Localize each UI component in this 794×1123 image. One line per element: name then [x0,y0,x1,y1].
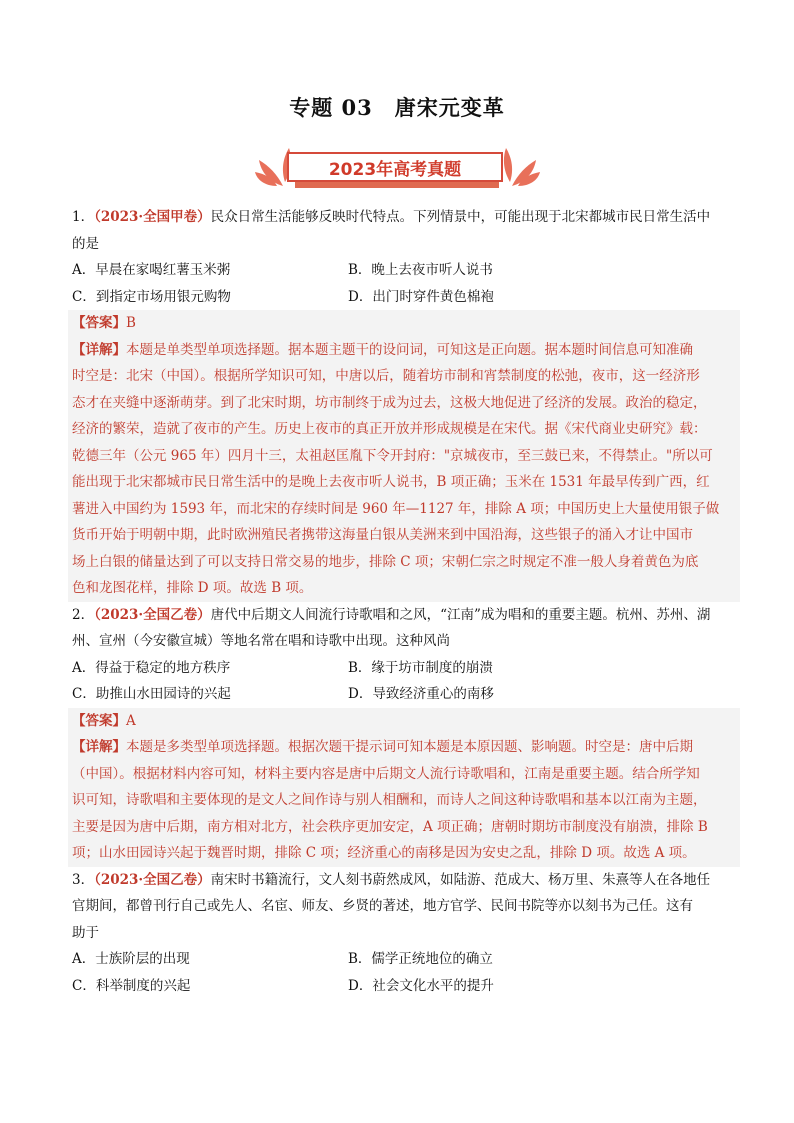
question-number: 1． [72,209,95,225]
option-b: B．儒学正统地位的确立 [348,951,493,967]
answer-value: B [126,315,136,331]
answer-block [68,708,740,867]
question-stem-line [72,602,732,629]
detail-line: 项；山水田园诗兴起于魏晋时期，排除 C 项；经济重心的南移是因为安史之乱，排除 D 项。故选 A 项。 [72,845,696,861]
detail-label: 【详解】 [72,341,126,358]
detail-line: （中国）。根据材料内容可知，材料主要内容是唐中后期文人流行诗歌唱和，江南是重要主题。结合所学知 [72,765,700,782]
detail-label: 【详解】 [72,739,126,755]
question-number: 2． [72,606,95,623]
detail-line: 色和龙图花样，排除 D 项。故选 B 项。 [72,580,313,596]
answer-label: 【答案】 [72,712,126,729]
option-row [72,655,732,682]
banner-underbar [295,182,499,188]
question-stem-line: 州、宣州（今安徽宣城）等地名常在唱和诗歌中出现。这种风尚 [72,633,450,649]
detail-line: 时空是：北宋（中国）。根据所学知识可知，中唐以后，随着坊市制和宵禁制度的松弛，夜市，这一经济形 [72,368,700,384]
answer-line [72,708,740,735]
detail-line [72,734,740,761]
option-a: A．得益于稳定的地方秩序 [72,659,231,676]
option-c: C．助推山水田园诗的兴起 [72,686,231,702]
detail-line: 乾德三年（公元 965 年）四月十三，太祖赵匡胤下令开封府："京城夜市，至三鼓已来，不得禁止。"所以可 [72,447,713,464]
section-banner [255,146,540,192]
detail-line: 货币开始于明朝中期，此时欧洲殖民者携带这海量白银从美洲来到中国沿海，这些银子的涌入才让中国市 [72,527,693,543]
question-stem-line: 的是 [72,235,99,252]
question-2 [72,602,732,867]
answer-label: 【答案】 [72,315,126,331]
detail-line: 态才在夹缝中逐渐萌芽。到了北宋时期，坊市制终于成为过去，这极大地促进了经济的发展。政治的稳定， [72,394,707,411]
detail-line: 经济的繁荣，造就了夜市的产生。历史上夜市的真正开放并形成规模是在宋代。据《宋代商业史研究》载： [72,421,707,437]
question-text: 民众日常生活能够反映时代特点。下列情景中，可能出现于北宋都城市民日常生活中 [210,209,711,225]
right-leaf-icon-3 [504,148,512,182]
banner-box [287,152,503,182]
option-row [72,946,732,973]
option-d: D．导致经济重心的南移 [348,686,494,702]
option-row [72,681,732,708]
detail-line: 能出现于北宋都城市民日常生活中的是晚上去夜市听人说书，B 项正确；玉米在 1531 年最早传到广西，红 [72,474,710,490]
option-c: C．科举制度的兴起 [72,977,191,994]
option-d: D．出门时穿件黄色棉袍 [348,288,494,305]
question-source: （2023·全国甲卷） [94,209,211,225]
answer-value: A [126,712,136,729]
question-stem-line: 助于 [72,924,99,941]
question-text: 唐代中后期文人间流行诗歌唱和之风，“江南”成为唱和的重要主题。杭州、苏州、湖 [210,606,711,623]
question-number: 3． [72,871,95,888]
answer-block [68,310,740,602]
question-source: （2023·全国乙卷） [94,871,211,888]
option-b: B．缘于坊市制度的崩溃 [348,659,493,676]
question-text: 南宋时书籍流行，文人刻书蔚然成风，如陆游、范成大、杨万里、朱熹等人在各地任 [210,871,711,888]
answer-line [72,310,740,337]
option-row [72,257,732,284]
question-stem-line [72,204,732,231]
detail-line [72,337,740,364]
detail-line: 识可知，诗歌唱和主要体现的是文人之间作诗与别人相酬和，而诗人之间这种诗歌唱和基本以江南为主题， [72,792,707,808]
option-d: D．社会文化水平的提升 [348,977,494,994]
questions [72,204,732,999]
detail-text: 本题是多类型单项选择题。根据次题干提示词可知本题是本原因题、影响题。时空是：唐中后期 [126,739,693,755]
question-source: （2023·全国乙卷） [94,606,211,623]
option-b: B．晚上去夜市听人说书 [348,262,493,278]
detail-text: 本题是单类型单项选择题。据本题主题干的设问词，可知这是正向题。据本题时间信息可知准确 [126,341,693,358]
question-stem-line: 官期间，都曾刊行自己或先人、名宦、师友、乡贤的著述，地方官学、民间书院等亦以刻书为己任。这有 [72,898,693,914]
question-3 [72,867,732,1000]
option-a: A．早晨在家喝红薯玉米粥 [72,262,231,278]
banner-label: 2023年高考真题 [328,159,462,180]
detail-line: 主要是因为唐中后期，南方相对北方，社会秩序更加安定，A 项正确；唐朝时期坊市制度没有崩溃，排除 B [72,818,708,835]
page-title: 专题 03 唐宋元变革 [289,95,505,120]
option-a: A．士族阶层的出现 [72,951,190,967]
detail-line: 薯进入中国约为 1593 年，而北宋的存续时间是 960 年—1127 年，排除 A 项；中国历史上大量使用银子做 [72,500,720,517]
option-row [72,284,732,311]
option-row [72,973,732,1000]
question-stem-line [72,867,732,894]
detail-line: 场上白银的储量达到了可以支持日常交易的地步，排除 C 项；宋朝仁宗之时规定不准一般人身着黄色为底 [72,553,699,570]
option-c: C．到指定市场用银元购物 [72,288,231,305]
question-1 [72,204,732,602]
